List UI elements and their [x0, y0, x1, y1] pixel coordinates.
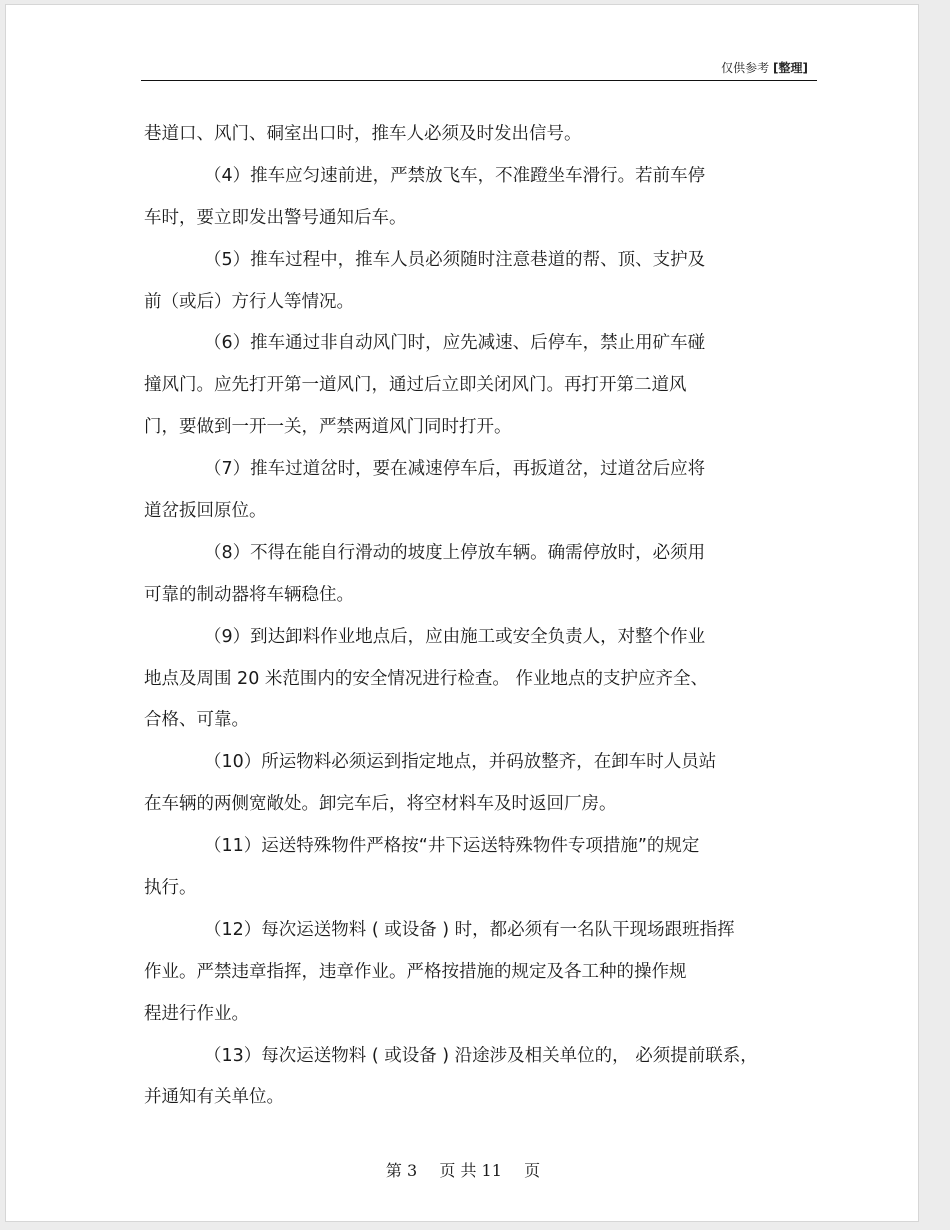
body-line: 在车辆的两侧宽敞处。卸完车后，将空材料车及时返回厂房。	[144, 794, 617, 815]
body-line: 道岔扳回原位。	[144, 501, 267, 522]
body-line: 前（或后）方行人等情况。	[144, 291, 354, 312]
body-line: （11）运送特殊物件严格按“井下运送特殊物件专项措施”的规定	[204, 836, 700, 857]
page-footer	[6, 1158, 920, 1181]
footer-suffix: 页	[524, 1161, 541, 1180]
body-line: 可靠的制动器将车辆稳住。	[144, 584, 354, 605]
body-line: （9）到达卸料作业地点后，应由施工或安全负责人，对整个作业	[204, 626, 706, 647]
header-label: 仅供参考	[721, 61, 770, 75]
header-bracket-tag: [整理]	[773, 61, 808, 75]
body-line: 撞风门。应先打开第一道风门，通过后立即关闭风门。再打开第二道风	[144, 375, 687, 396]
body-line: 巷道口、风门、硐室出口时，推车人必须及时发出信号。	[144, 124, 582, 144]
body-line: 并通知有关单位。	[144, 1087, 284, 1108]
total-page-count: 11	[481, 1161, 502, 1180]
body-line: （13）每次运送物料 ( 或设备 ) 沿途涉及相关单位的， 必须提前联系，	[204, 1045, 758, 1066]
page-header	[144, 59, 808, 77]
body-line: 执行。	[144, 878, 197, 899]
current-page-number: 3	[406, 1161, 418, 1180]
body-line: 车时，要立即发出警号通知后车。	[144, 207, 407, 228]
body-line: 程进行作业。	[144, 1003, 249, 1024]
body-line: 地点及周围 20 米范围内的安全情况进行检查。 作业地点的支护应齐全、	[144, 668, 708, 689]
document-page	[5, 4, 919, 1222]
body-line: 门，要做到一开一关，严禁两道风门同时打开。	[144, 417, 512, 438]
header-rule	[141, 80, 817, 81]
footer-middle: 页 共	[439, 1161, 477, 1180]
body-line: （8）不得在能自行滑动的坡度上停放车辆。确需停放时，必须用	[204, 542, 706, 563]
body-line: （5）推车过程中，推车人员必须随时注意巷道的帮、顶、支护及	[204, 249, 706, 270]
body-line: （4）推车应匀速前进，严禁放飞车，不准蹬坐车滑行。若前车停	[204, 165, 706, 186]
body-line: （7）推车过道岔时，要在减速停车后，再扳道岔，过道岔后应将	[204, 459, 706, 480]
document-body	[144, 114, 804, 1119]
footer-prefix: 第	[385, 1161, 402, 1180]
body-line: （12）每次运送物料 ( 或设备 ) 时，都必须有一名队干现场跟班指挥	[204, 919, 735, 940]
body-line: （10）所运物料必须运到指定地点，并码放整齐，在卸车时人员站	[204, 752, 717, 773]
body-line: 作业。严禁违章指挥，违章作业。严格按措施的规定及各工种的操作规	[144, 961, 687, 982]
body-line: 合格、可靠。	[144, 710, 249, 731]
body-line: （6）推车通过非自动风门时，应先减速、后停车，禁止用矿车碰	[204, 333, 706, 354]
